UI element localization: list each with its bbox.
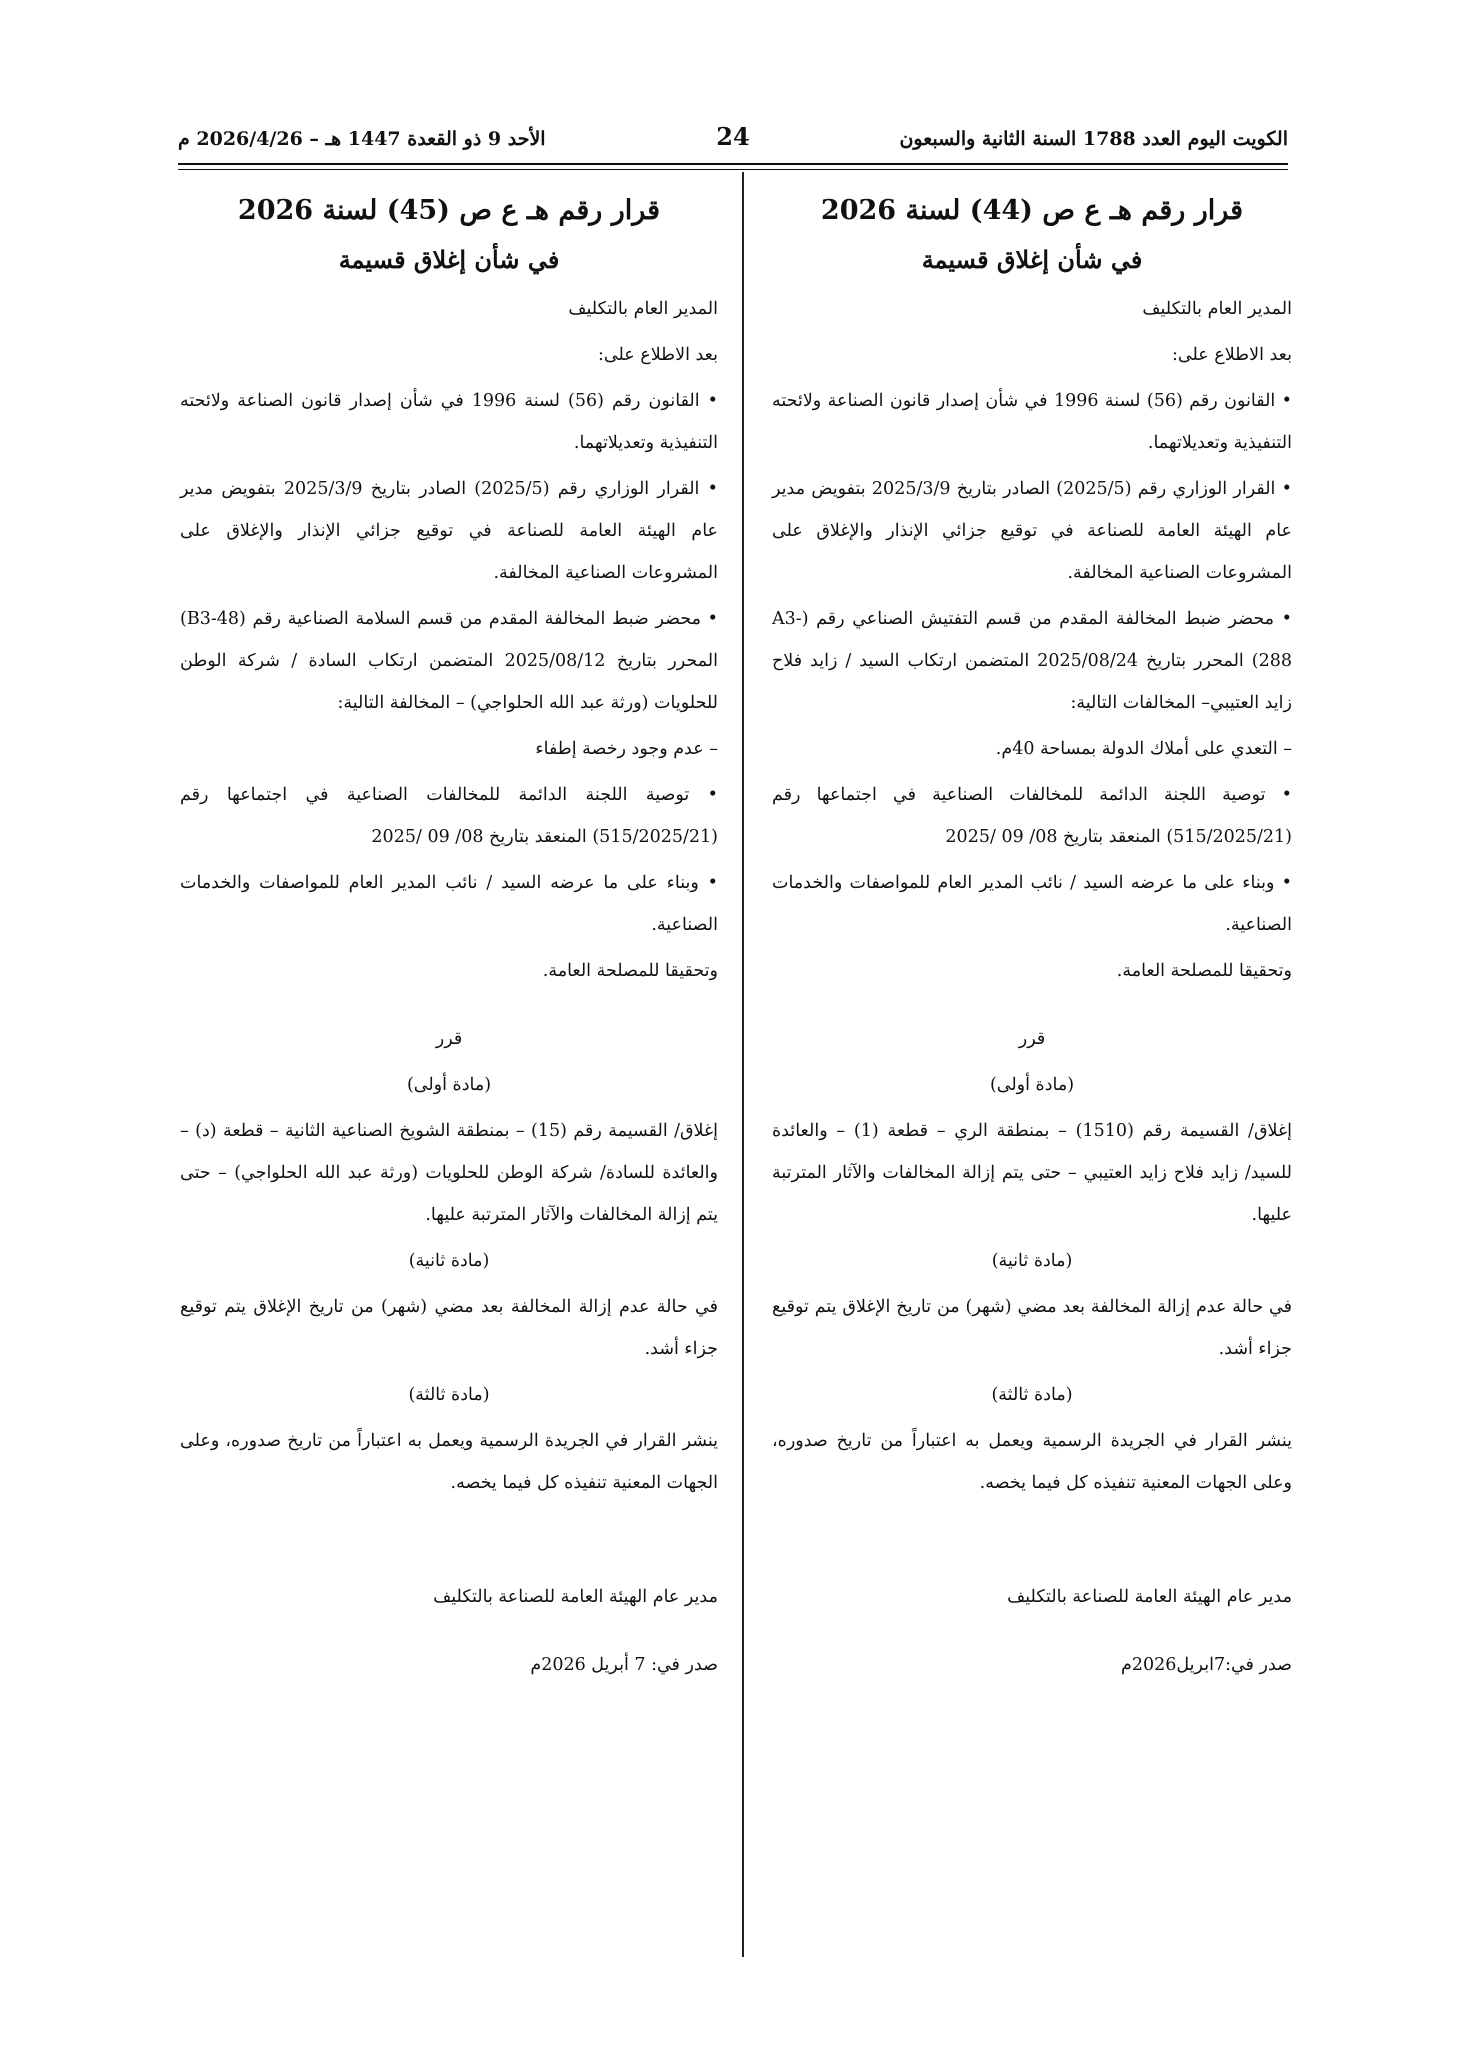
- article-3-heading: (مادة ثالثة): [991, 1385, 1073, 1405]
- issued-date: صدر في: 7 أبريل 2026م: [530, 1655, 718, 1675]
- page-number: 24: [716, 122, 750, 151]
- spacer: [180, 1622, 718, 1644]
- preamble-item: • توصية اللجنة الدائمة للمخالفات الصناعية في اجتماعها رقم (515/2025/21) المنعقد بتاريخ 08/ 09 /2025: [180, 785, 718, 847]
- preamble-item: • القانون رقم (56) لسنة 1996 في شأن إصدار قانون الصناعة ولائحته التنفيذية وتعديلاتهما.: [180, 391, 718, 453]
- spacer: [772, 1508, 1292, 1546]
- preamble-item: • محضر ضبط المخالفة المقدم من قسم السلامة الصناعية رقم (B3-48) المحرر بتاريخ 2025/08/12 المتضمن ارتكاب السادة / شركة الوطن للحلويات (ورثة عبد الله الحلواجي) – المخالفة التالية:: [180, 609, 718, 713]
- page-header: [178, 118, 1288, 162]
- issuer: المدير العام بالتكليف: [568, 299, 718, 319]
- preamble-item: • القرار الوزاري رقم (2025/5) الصادر بتاريخ 2025/3/9 بتفويض مدير عام الهيئة العامة للصناعة في توقيع جزائي الإنذار والإغلاق على المشروعات الصناعية المخالفة.: [772, 479, 1292, 583]
- decision-subtitle: في شأن إغلاق قسيمة: [338, 245, 560, 274]
- violation-item: – عدم وجود رخصة إطفاء: [535, 739, 718, 759]
- header-rule-thick: [178, 163, 1288, 165]
- article-1-heading: (مادة أولى): [989, 1075, 1075, 1095]
- public-interest: وتحقيقا للمصلحة العامة.: [542, 961, 718, 981]
- article-2-heading: (مادة ثانية): [991, 1251, 1073, 1271]
- decided-heading: قرر: [1018, 1029, 1046, 1049]
- signature: مدير عام الهيئة العامة للصناعة بالتكليف: [1007, 1587, 1292, 1607]
- review-heading: بعد الاطلاع على:: [1172, 345, 1292, 365]
- spacer: [772, 1622, 1292, 1644]
- public-interest: وتحقيقا للمصلحة العامة.: [1116, 961, 1292, 981]
- review-heading: بعد الاطلاع على:: [598, 345, 718, 365]
- decision-45-column: [180, 178, 718, 1690]
- decision-title: قرار رقم هـ ع ص (44) لسنة 2026: [820, 195, 1244, 226]
- preamble-item: • وبناء على ما عرضه السيد / نائب المدير العام للمواصفات والخدمات الصناعية.: [772, 873, 1292, 935]
- preamble-item: • القانون رقم (56) لسنة 1996 في شأن إصدار قانون الصناعة ولائحته التنفيذية وتعديلاتهما.: [772, 391, 1292, 453]
- preamble-item: • توصية اللجنة الدائمة للمخالفات الصناعية في اجتماعها رقم (515/2025/21) المنعقد بتاريخ 08/ 09 /2025: [772, 785, 1292, 847]
- article-3-heading: (مادة ثالثة): [408, 1385, 490, 1405]
- article-3-text: ينشر القرار في الجريدة الرسمية ويعمل به اعتباراً من تاريخ صدوره، وعلى الجهات المعنية تنفيذه كل فيما يخصه.: [772, 1431, 1292, 1493]
- spacer: [180, 1508, 718, 1546]
- column-divider: [742, 172, 744, 1957]
- spacer: [180, 996, 718, 1018]
- issued-date: صدر في:7ابريل2026م: [1121, 1655, 1292, 1675]
- decision-subtitle: في شأن إغلاق قسيمة: [921, 245, 1143, 274]
- article-1-text: إغلاق/ القسيمة رقم (1510) – بمنطقة الري – قطعة (1) – والعائدة للسيد/ زايد فلاح زايد العتيبي – حتى يتم إزالة المخالفات والآثار المترتبة عليها.: [772, 1121, 1292, 1225]
- decision-title: قرار رقم هـ ع ص (45) لسنة 2026: [237, 195, 661, 226]
- article-2-text: في حالة عدم إزالة المخالفة بعد مضي (شهر) من تاريخ الإغلاق يتم توقيع جزاء أشد.: [180, 1297, 718, 1359]
- article-2-text: في حالة عدم إزالة المخالفة بعد مضي (شهر) من تاريخ الإغلاق يتم توقيع جزاء أشد.: [772, 1297, 1292, 1359]
- preamble-item: • محضر ضبط المخالفة المقدم من قسم التفتيش الصناعي رقم (A3-288) المحرر بتاريخ 2025/08/24 المتضمن ارتكاب السيد / زايد فلاح زايد العتيبي– المخالفات التالية:: [772, 609, 1292, 713]
- signature: مدير عام الهيئة العامة للصناعة بالتكليف: [433, 1587, 718, 1607]
- gazette-issue-info: الكويت اليوم العدد 1788 السنة الثانية والسبعون: [899, 128, 1288, 150]
- article-3-text: ينشر القرار في الجريدة الرسمية ويعمل به اعتباراً من تاريخ صدوره، وعلى الجهات المعنية تنفيذه كل فيما يخصه.: [180, 1431, 718, 1493]
- header-rule-thin: [178, 169, 1288, 170]
- decided-heading: قرر: [435, 1029, 463, 1049]
- preamble-item: • وبناء على ما عرضه السيد / نائب المدير العام للمواصفات والخدمات الصناعية.: [180, 873, 718, 935]
- decision-44-column: [772, 178, 1292, 1690]
- issuer: المدير العام بالتكليف: [1142, 299, 1292, 319]
- spacer: [772, 996, 1292, 1018]
- issue-date: الأحد 9 ذو القعدة 1447 هـ – 2026/4/26 م: [178, 128, 546, 150]
- article-2-heading: (مادة ثانية): [408, 1251, 490, 1271]
- preamble-item: • القرار الوزاري رقم (2025/5) الصادر بتاريخ 2025/3/9 بتفويض مدير عام الهيئة العامة للصناعة في توقيع جزائي الإنذار والإغلاق على المشروعات الصناعية المخالفة.: [180, 479, 718, 583]
- article-1-text: إغلاق/ القسيمة رقم (15) – بمنطقة الشويخ الصناعية الثانية – قطعة (د) – والعائدة للسادة/ شركة الوطن للحلويات (ورثة عبد الله الحلواجي) – حتى يتم إزالة المخالفات والآثار المترتبة عليها.: [180, 1121, 718, 1225]
- article-1-heading: (مادة أولى): [406, 1075, 492, 1095]
- violation-item: – التعدي على أملاك الدولة بمساحة 40م.: [995, 739, 1292, 759]
